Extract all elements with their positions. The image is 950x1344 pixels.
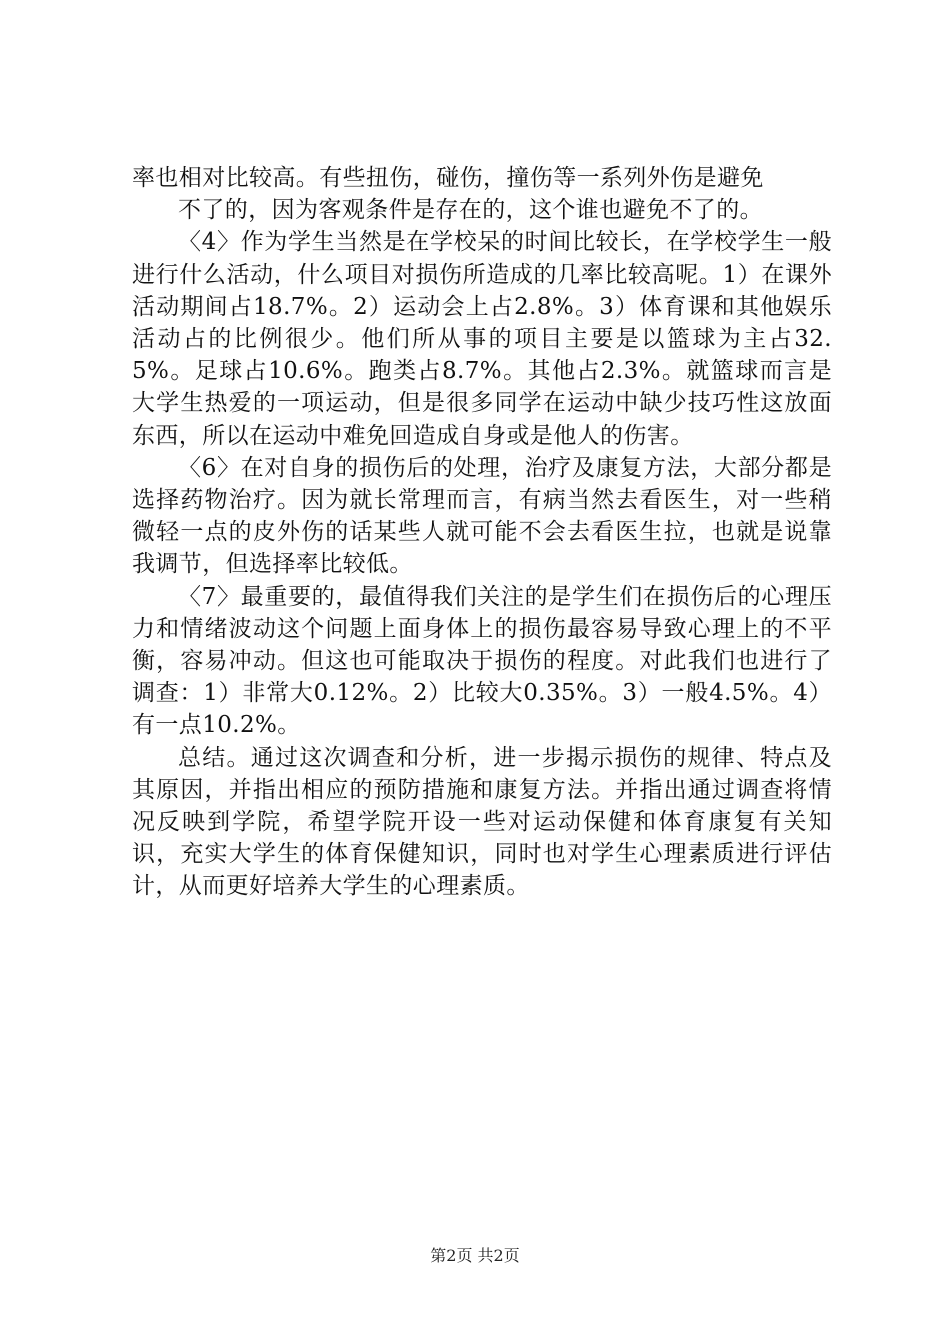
paragraph-summary: 总结。通过这次调查和分析，进一步揭示损伤的规律、特点及其原因，并指出相应的预防措施和康复方法。并指出通过调查将情况反映到学院，希望学院开设一些对运动保健和体育康复有关知识，充实大学生的体育保健知识，同时也对学生心理素质进行评估计，从而更好培养大学生的心理素质。 bbox=[132, 744, 832, 900]
paragraph-continuation-2: 不了的，因为客观条件是存在的，这个谁也避免不了的。 bbox=[178, 197, 763, 224]
paragraph-item-4: 〈4〉作为学生当然是在学校呆的时间比较长，在学校学生一般进行什么活动，什么项目对损伤所造成的几率比较高呢。1）在课外活动期间占18.7%。2）运动会上占2.8%。3）体育课和其他娱乐活动占的比例很少。他们所从事的项目主要是以篮球为主占32.5%。足球占10.6%。跑类占8.7%。其他占2.3%。就篮球而言是大学生热爱的一项运动，但是很多同学在运动中缺少技巧性这放面东西，所以在运动中难免回造成自身或是他人的伤害。 bbox=[132, 229, 832, 449]
paragraph-item-7: 〈7〉最重要的，最值得我们关注的是学生们在损伤后的心理压力和情绪波动这个问题上面身体上的损伤最容易导致心理上的不平衡，容易冲动。但这也可能取决于损伤的程度。对此我们也进行了调查：1）非常大0.12%。2）比较大0.35%。3）一般4.5%。4）有一点10.2%。 bbox=[132, 583, 832, 739]
document-body bbox=[132, 162, 832, 903]
page-number-footer: 第2页 共2页 bbox=[430, 1246, 520, 1265]
paragraph-continuation: 率也相对比较高。有些扭伤，碰伤，撞伤等一系列外伤是避免 bbox=[132, 165, 764, 191]
paragraph-item-6: 〈6〉在对自身的损伤后的处理，治疗及康复方法，大部分都是选择药物治疗。因为就长常理而言，有病当然去看医生，对一些稍微轻一点的皮外伤的话某些人就可能不会去看医生拉，也就是说靠我调节，但选择率比较低。 bbox=[132, 454, 832, 578]
